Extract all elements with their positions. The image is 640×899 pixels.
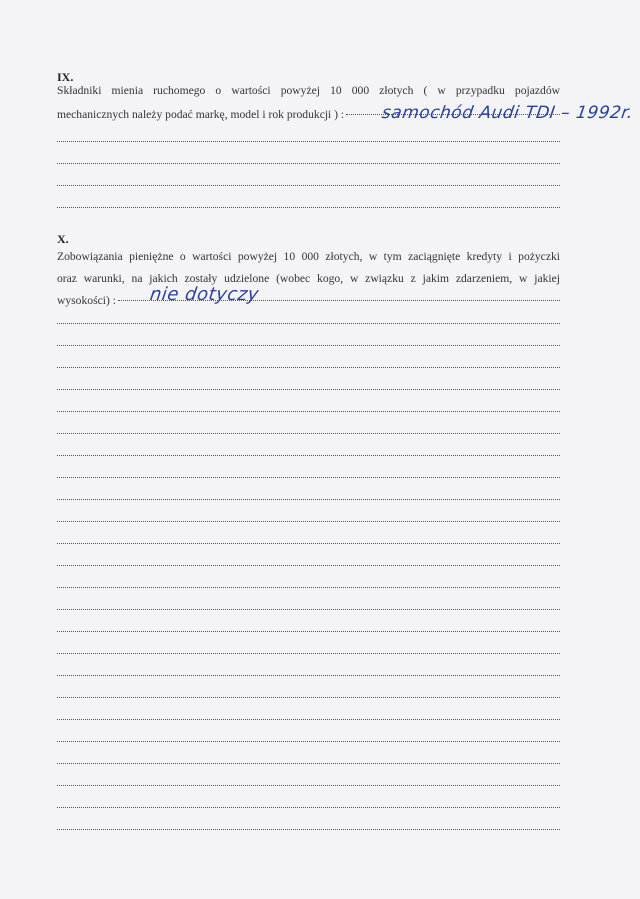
section-x-blank-line[interactable] [57,675,560,676]
section-ix-label: mechanicznych należy podać markę, model i rok produkcji ) : [57,108,345,121]
section-x-blank-line[interactable] [57,829,560,830]
section-x-heading: X. [57,232,69,246]
section-ix-handwritten-answer: samochód Audi TDI – 1992r. [380,103,635,123]
section-x-blank-line[interactable] [57,323,560,324]
section-ix-blank-line[interactable] [57,185,560,186]
section-x-text-line-2: oraz warunki, na jakich zostały udzielone (wobec kogo, w związku z jakim zdarzeniem, w jakiej [57,272,560,285]
section-x-blank-line[interactable] [57,719,560,720]
section-x-blank-line[interactable] [57,389,560,390]
section-ix-blank-line[interactable] [57,207,560,208]
section-x-blank-line[interactable] [57,587,560,588]
section-x-text-line-3 [57,294,560,308]
section-x-handwritten-answer: nie dotyczy [148,284,261,305]
section-x-blank-line[interactable] [57,785,560,786]
section-x-blank-line[interactable] [57,741,560,742]
section-x-blank-line[interactable] [57,455,560,456]
section-x-label: wysokości) : [57,294,116,307]
section-x-blank-line[interactable] [57,433,560,434]
section-x-blank-line[interactable] [57,653,560,654]
section-x-blank-line[interactable] [57,609,560,610]
section-x-blank-line[interactable] [57,367,560,368]
section-x-blank-line[interactable] [57,763,560,764]
section-x-blank-line[interactable] [57,345,560,346]
section-x-blank-line[interactable] [57,631,560,632]
section-x-blank-line[interactable] [57,499,560,500]
section-ix-blank-line[interactable] [57,163,560,164]
section-x-blank-line[interactable] [57,807,560,808]
section-x-blank-line[interactable] [57,543,560,544]
section-ix-blank-line[interactable] [57,141,560,142]
section-x-blank-line[interactable] [57,521,560,522]
section-x-blank-line[interactable] [57,697,560,698]
section-x-blank-line[interactable] [57,411,560,412]
section-ix-text-line-1: Składniki mienia ruchomego o wartości powyżej 10 000 złotych ( w przypadku pojazdów [57,84,560,97]
section-x-blank-line[interactable] [57,565,560,566]
section-x-text-line-1: Zobowiązania pieniężne o wartości powyżej 10 000 złotych, w tym zaciągnięte kredyty i pożyczki [57,250,560,263]
section-ix-heading: IX. [57,70,74,84]
section-x-blank-line[interactable] [57,477,560,478]
